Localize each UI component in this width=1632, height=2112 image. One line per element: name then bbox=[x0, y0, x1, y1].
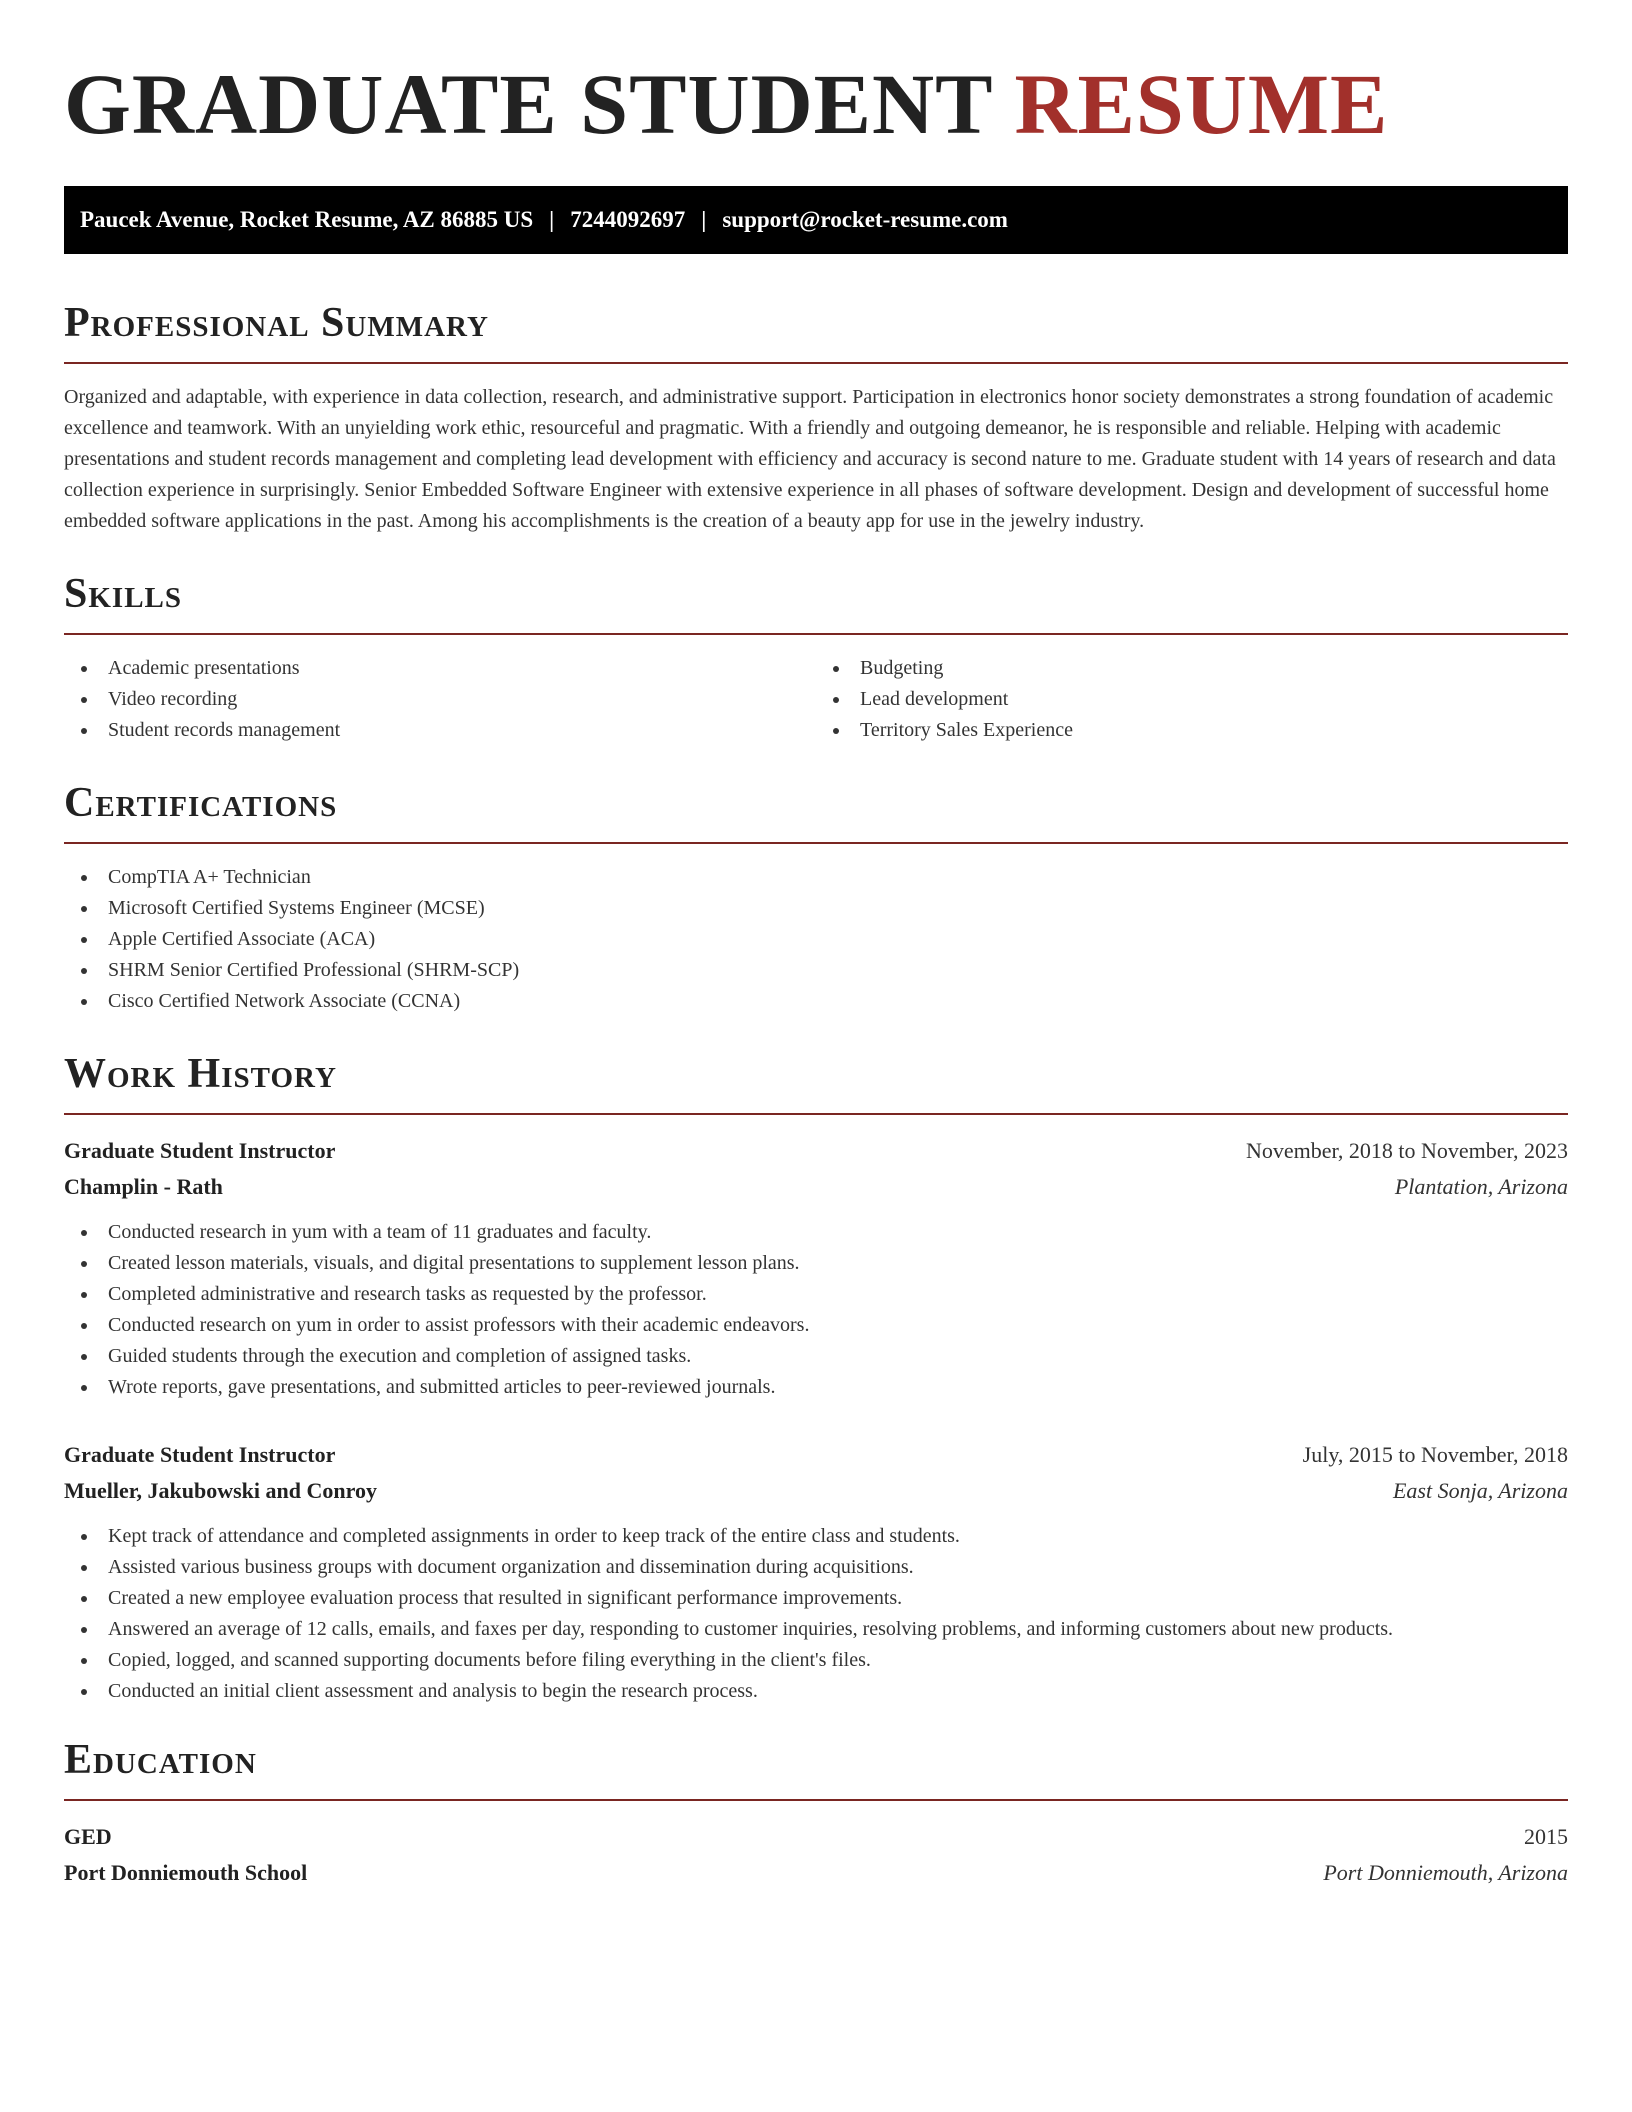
education-school-row bbox=[64, 1855, 1568, 1891]
summary-text: Organized and adaptable, with experience in data collection, research, and administrative support. Participation in electronics honor society demonstrates a strong foundation of academic excellence and teamwork. With an unyielding work ethic, resourceful and pragmatic. With a friendly and outgoing demeanor, he is responsible and reliable. Helping with academic presentations and student records management and completing lead development with efficiency and accuracy is second nature to me. Graduate student with 14 years of research and data collection experience in surprisingly. Senior Embedded Software Engineer with extensive experience in all phases of software development. Design and development of successful home embedded software applications in the past. Among his accomplishments is the creation of a beauty app for use in the jewelry industry. bbox=[64, 386, 1556, 532]
certifications-list bbox=[64, 862, 1568, 1017]
contact-email: support@rocket-resume.com bbox=[722, 207, 1008, 232]
contact-phone: 7244092697 bbox=[570, 207, 686, 232]
job-title: Graduate Student Instructor bbox=[64, 1442, 336, 1467]
job-header-row bbox=[64, 1437, 1568, 1473]
section-heading-certifications: Certifications bbox=[64, 780, 338, 826]
certification-item: SHRM Senior Certified Professional (SHRM-SCP) bbox=[64, 955, 1568, 986]
job-company-row bbox=[64, 1169, 1568, 1205]
certification-item: Cisco Certified Network Associate (CCNA) bbox=[64, 986, 1568, 1017]
section-heading-education: Education bbox=[64, 1737, 257, 1783]
certifications-section bbox=[64, 780, 1568, 1017]
job-title: Graduate Student Instructor bbox=[64, 1138, 336, 1163]
education-section bbox=[64, 1737, 1568, 1891]
skills-list-right bbox=[816, 653, 1568, 746]
section-heading-summary: Professional Summary bbox=[64, 300, 489, 346]
job-bullet: Kept track of attendance and completed assignments in order to keep track of the entire class and students. bbox=[64, 1521, 1568, 1552]
section-heading-skills: Skills bbox=[64, 571, 183, 617]
job-bullet: Guided students through the execution and completion of assigned tasks. bbox=[64, 1341, 1568, 1372]
education-degree: GED bbox=[64, 1824, 112, 1849]
job-company: Champlin - Rath bbox=[64, 1174, 223, 1199]
job-header-row bbox=[64, 1133, 1568, 1169]
resume-title bbox=[64, 56, 1568, 152]
job-company-row bbox=[64, 1473, 1568, 1509]
job-bullets bbox=[64, 1217, 1568, 1403]
job-bullet: Answered an average of 12 calls, emails, and faxes per day, responding to customer inquiries, resolving problems, and informing customers about new products. bbox=[64, 1614, 1568, 1645]
skill-item: Student records management bbox=[64, 715, 816, 746]
title-accent: RESUME bbox=[1014, 56, 1389, 152]
certification-item: Microsoft Certified Systems Engineer (MCSE) bbox=[64, 893, 1568, 924]
job-bullet: Copied, logged, and scanned supporting documents before filing everything in the client's files. bbox=[64, 1645, 1568, 1676]
skills-grid bbox=[64, 635, 1568, 746]
contact-address: Paucek Avenue, Rocket Resume, AZ 86885 US bbox=[80, 207, 534, 232]
education-school: Port Donniemouth School bbox=[64, 1860, 308, 1885]
job-location: East Sonja, Arizona bbox=[1392, 1478, 1568, 1503]
certification-item: CompTIA A+ Technician bbox=[64, 862, 1568, 893]
section-divider bbox=[64, 1113, 1568, 1115]
job-bullet: Created a new employee evaluation process that resulted in significant performance improvements. bbox=[64, 1583, 1568, 1614]
section-heading-work-history: Work History bbox=[64, 1051, 337, 1097]
job-location: Plantation, Arizona bbox=[1394, 1174, 1568, 1199]
skill-item: Video recording bbox=[64, 684, 816, 715]
job-company: Mueller, Jakubowski and Conroy bbox=[64, 1478, 377, 1503]
work-history-section bbox=[64, 1051, 1568, 1707]
job-bullet: Wrote reports, gave presentations, and submitted articles to peer-reviewed journals. bbox=[64, 1372, 1568, 1403]
education-year: 2015 bbox=[1524, 1824, 1568, 1849]
certification-item: Apple Certified Associate (ACA) bbox=[64, 924, 1568, 955]
skills-section bbox=[64, 571, 1568, 746]
title-main: GRADUATE STUDENT bbox=[64, 56, 992, 152]
skill-item: Budgeting bbox=[816, 653, 1568, 684]
job-dates: July, 2015 to November, 2018 bbox=[1302, 1442, 1568, 1467]
education-header-row bbox=[64, 1819, 1568, 1855]
job-bullets bbox=[64, 1521, 1568, 1707]
job-bullet: Conducted research in yum with a team of 11 graduates and faculty. bbox=[64, 1217, 1568, 1248]
section-divider bbox=[64, 1799, 1568, 1801]
job-dates: November, 2018 to November, 2023 bbox=[1245, 1138, 1568, 1163]
job-bullet: Conducted research on yum in order to assist professors with their academic endeavors. bbox=[64, 1310, 1568, 1341]
job-entry bbox=[64, 1133, 1568, 1403]
skill-item: Academic presentations bbox=[64, 653, 816, 684]
skills-list-left bbox=[64, 653, 816, 746]
section-divider bbox=[64, 362, 1568, 364]
contact-separator: | bbox=[701, 207, 707, 232]
job-bullet: Created lesson materials, visuals, and digital presentations to supplement lesson plans. bbox=[64, 1248, 1568, 1279]
job-bullet: Completed administrative and research tasks as requested by the professor. bbox=[64, 1279, 1568, 1310]
section-divider bbox=[64, 842, 1568, 844]
job-bullet: Conducted an initial client assessment and analysis to begin the research process. bbox=[64, 1676, 1568, 1707]
summary-section bbox=[64, 300, 1568, 537]
skill-item: Lead development bbox=[816, 684, 1568, 715]
contact-bar bbox=[64, 186, 1568, 254]
skill-item: Territory Sales Experience bbox=[816, 715, 1568, 746]
job-entry bbox=[64, 1437, 1568, 1707]
education-location: Port Donniemouth, Arizona bbox=[1323, 1860, 1568, 1885]
job-bullet: Assisted various business groups with document organization and dissemination during acquisitions. bbox=[64, 1552, 1568, 1583]
education-entry bbox=[64, 1819, 1568, 1891]
contact-separator: | bbox=[549, 207, 555, 232]
